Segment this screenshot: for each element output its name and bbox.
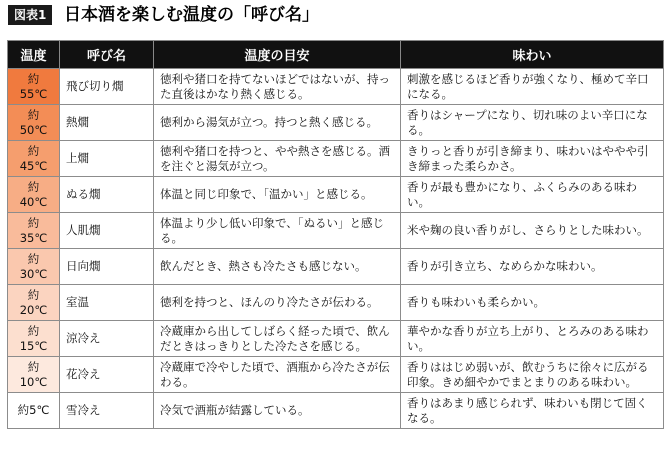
name-cell: 雪冷え (60, 393, 154, 429)
temp-cell: 約35℃ (8, 213, 60, 249)
name-cell: 花冷え (60, 357, 154, 393)
guide-cell: 冷気で酒瓶が結露している。 (154, 393, 401, 429)
guide-cell: 体温と同じ印象で、「温かい」と感じる。 (154, 177, 401, 213)
column-header-taste: 味わい (401, 41, 664, 69)
table-row (8, 285, 664, 321)
temp-cell: 約55℃ (8, 69, 60, 105)
taste-cell: 香りはシャープになり、切れ味のよい辛口になる。 (401, 105, 664, 141)
temp-cell: 約5℃ (8, 393, 60, 429)
guide-cell: 徳利から湯気が立つ。持つと熱く感じる。 (154, 105, 401, 141)
guide-cell: 徳利や猪口を持つと、やや熱さを感じる。酒を注ぐと湯気が立つ。 (154, 141, 401, 177)
temp-cell: 約45℃ (8, 141, 60, 177)
guide-cell: 徳利や猪口を持てないほどではないが、持った直後はかなり熱く感じる。 (154, 69, 401, 105)
guide-cell: 冷蔵庫で冷やした頃で、酒瓶から冷たさが伝わる。 (154, 357, 401, 393)
taste-cell: 香りははじめ弱いが、飲むうちに徐々に広がる印象。きめ細やかでまとまりのある味わい。 (401, 357, 664, 393)
taste-cell: 香りはあまり感じられず、味わいも閉じて固くなる。 (401, 393, 664, 429)
table-row (8, 69, 664, 105)
temp-cell: 約10℃ (8, 357, 60, 393)
taste-cell: 華やかな香りが立ち上がり、とろみのある味わい。 (401, 321, 664, 357)
temp-cell: 約15℃ (8, 321, 60, 357)
table-row (8, 213, 664, 249)
name-cell: ぬる燗 (60, 177, 154, 213)
taste-cell: 刺激を感じるほど香りが強くなり、極めて辛口になる。 (401, 69, 664, 105)
guide-cell: 徳利を持つと、ほんのり冷たさが伝わる。 (154, 285, 401, 321)
temp-cell: 約30℃ (8, 249, 60, 285)
taste-cell: きりっと香りが引き締まり、味わいはややや引き締まった柔らかさ。 (401, 141, 664, 177)
temp-cell: 約40℃ (8, 177, 60, 213)
temp-cell: 約50℃ (8, 105, 60, 141)
column-header-name: 呼び名 (60, 41, 154, 69)
name-cell: 飛び切り燗 (60, 69, 154, 105)
guide-cell: 体温より少し低い印象で、「ぬるい」と感じる。 (154, 213, 401, 249)
temp-cell: 約20℃ (8, 285, 60, 321)
table-row (8, 105, 664, 141)
column-header-guide: 温度の目安 (154, 41, 401, 69)
name-cell: 室温 (60, 285, 154, 321)
table-header-row (8, 41, 664, 69)
column-header-temp: 温度 (8, 41, 60, 69)
table-row (8, 321, 664, 357)
table-row (8, 249, 664, 285)
taste-cell: 香りが引き立ち、なめらかな味わい。 (401, 249, 664, 285)
name-cell: 日向燗 (60, 249, 154, 285)
name-cell: 熱燗 (60, 105, 154, 141)
table-row (8, 141, 664, 177)
table-row (8, 393, 664, 429)
name-cell: 上燗 (60, 141, 154, 177)
table-row (8, 177, 664, 213)
guide-cell: 冷蔵庫から出してしばらく経った頃で、飲んだときはっきりとした冷たさを感じる。 (154, 321, 401, 357)
figure-header (0, 0, 670, 30)
name-cell: 人肌燗 (60, 213, 154, 249)
guide-cell: 飲んだとき、熱さも冷たさも感じない。 (154, 249, 401, 285)
taste-cell: 香りも味わいも柔らかい。 (401, 285, 664, 321)
taste-cell: 香りが最も豊かになり、ふくらみのある味わい。 (401, 177, 664, 213)
sake-temperature-table (7, 40, 664, 429)
taste-cell: 米や麹の良い香りがし、さらりとした味わい。 (401, 213, 664, 249)
figure-title: 日本酒を楽しむ温度の「呼び名」 (64, 5, 319, 25)
figure-badge: 図表1 (8, 5, 52, 25)
name-cell: 涼冷え (60, 321, 154, 357)
table-row (8, 357, 664, 393)
